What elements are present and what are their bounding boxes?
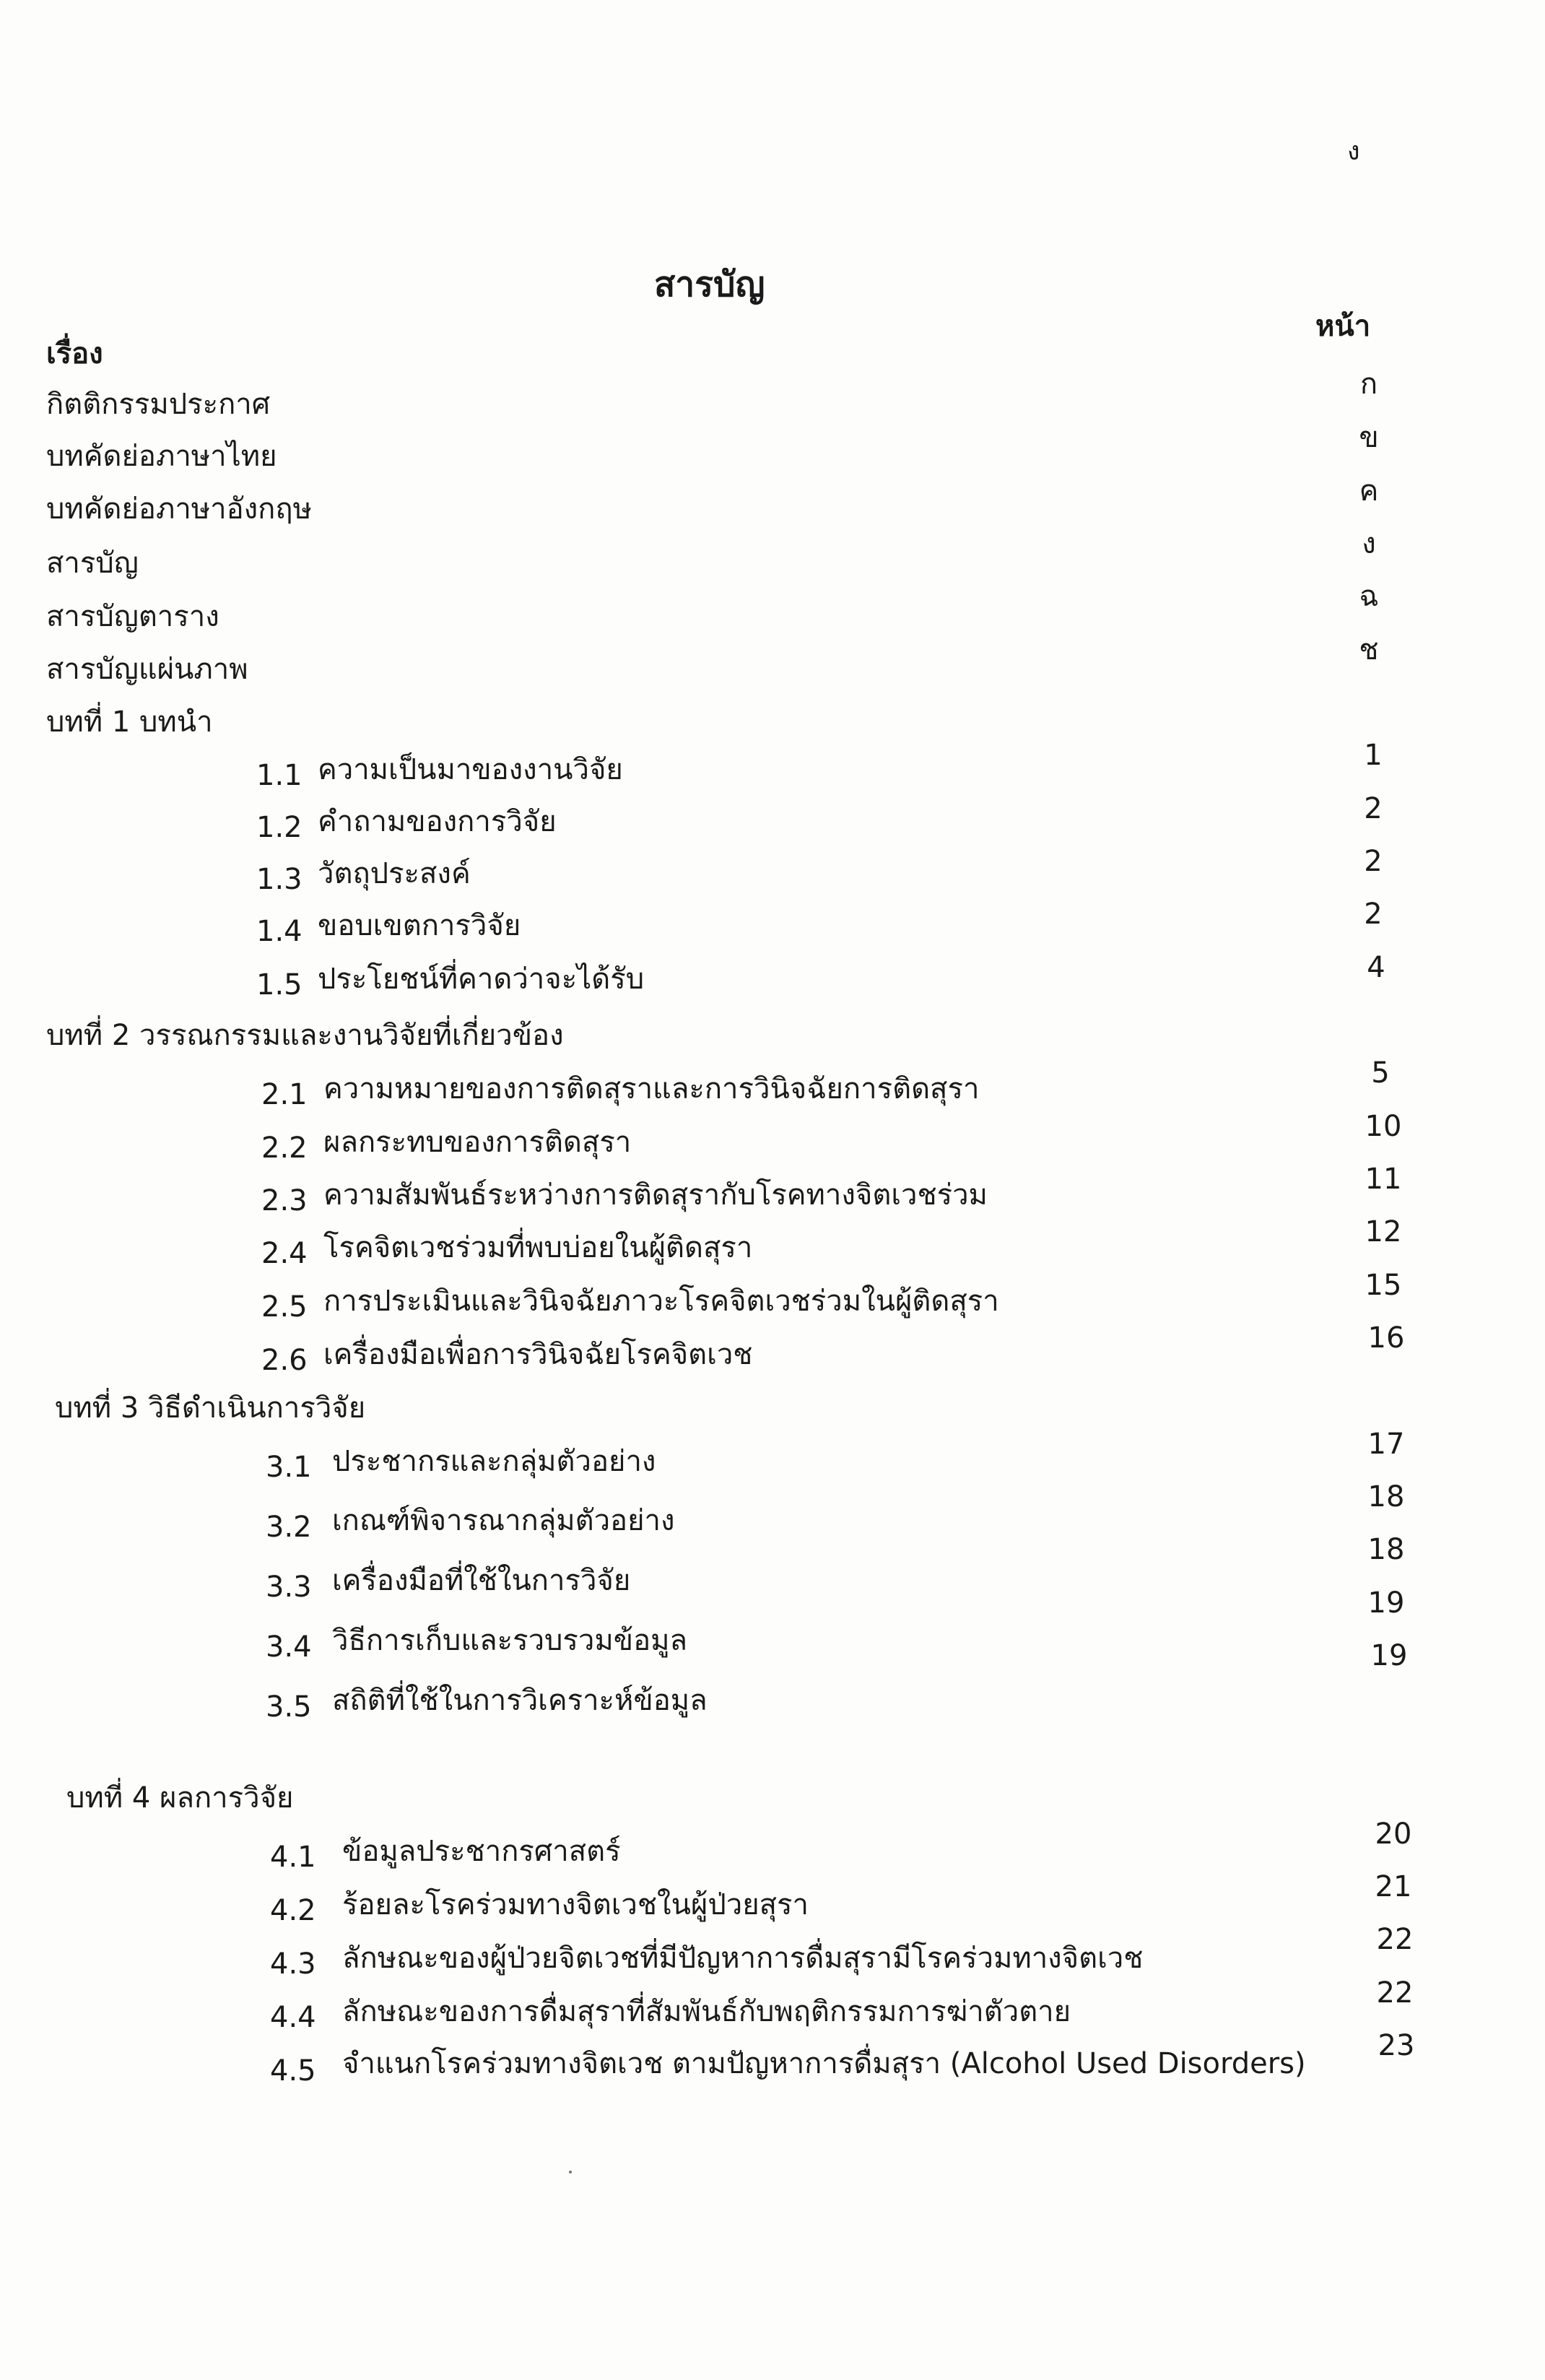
toc-entry-label: บทคัดย่อภาษาอังกฤษ bbox=[46, 492, 312, 526]
toc-entry-page: ค bbox=[1359, 474, 1379, 508]
section-number: 1.3 bbox=[256, 863, 303, 896]
section-page: 20 bbox=[1375, 1817, 1412, 1851]
section-number: 3.2 bbox=[266, 1511, 312, 1544]
section-label: โรคจิตเวชร่วมที่พบบ่อยในผู้ติดสุรา bbox=[323, 1231, 753, 1264]
section-number: 1.5 bbox=[256, 968, 303, 1002]
chapter-heading: บทที่ 2 วรรณกรรมและงานวิจัยที่เกี่ยวข้อง bbox=[46, 1019, 564, 1052]
section-page: 19 bbox=[1370, 1639, 1408, 1672]
section-label: เกณฑ์พิจารณากลุ่มตัวอย่าง bbox=[332, 1504, 675, 1537]
section-page: 5 bbox=[1371, 1056, 1390, 1090]
section-number: 3.5 bbox=[266, 1690, 312, 1724]
section-page: 22 bbox=[1376, 1923, 1414, 1956]
section-label: เครื่องมือที่ใช้ในการวิจัย bbox=[332, 1564, 631, 1597]
section-page: 21 bbox=[1375, 1870, 1412, 1903]
section-page: 22 bbox=[1376, 1976, 1414, 2010]
section-label: ความหมายของการติดสุราและการวินิจฉัยการติดสุรา bbox=[323, 1072, 980, 1106]
toc-entry-page: ง bbox=[1362, 527, 1376, 560]
section-number: 2.5 bbox=[261, 1290, 308, 1324]
section-number: 1.4 bbox=[256, 915, 303, 948]
section-page: 17 bbox=[1367, 1428, 1405, 1461]
section-number: 2.1 bbox=[261, 1078, 308, 1111]
section-label: วัตถุประสงค์ bbox=[318, 857, 471, 890]
scan-speck bbox=[569, 2171, 572, 2173]
section-label: เครื่องมือเพื่อการวินิจฉัยโรคจิตเวช bbox=[323, 1338, 753, 1371]
section-page: 4 bbox=[1367, 951, 1385, 984]
section-number: 2.2 bbox=[261, 1132, 308, 1165]
section-label: ลักษณะของผู้ป่วยจิตเวชที่มีปัญหาการดื่มสุรามีโรคร่วมทางจิตเวช bbox=[342, 1942, 1144, 1975]
section-number: 4.1 bbox=[270, 1841, 316, 1874]
page-title: สารบัญ bbox=[654, 264, 765, 305]
section-page: 16 bbox=[1367, 1321, 1405, 1355]
toc-entry-page: ก bbox=[1359, 368, 1378, 401]
toc-entry-label: สารบัญ bbox=[46, 547, 139, 580]
section-number: 1.1 bbox=[256, 759, 303, 792]
section-label: ประโยชน์ที่คาดว่าจะได้รับ bbox=[318, 963, 645, 996]
section-label: ลักษณะของการดื่มสุราที่สัมพันธ์กับพฤติกรรมการฆ่าตัวตาย bbox=[342, 1995, 1071, 2028]
section-page: 18 bbox=[1367, 1480, 1405, 1513]
section-number: 3.4 bbox=[266, 1630, 312, 1664]
section-page: 15 bbox=[1365, 1269, 1402, 1302]
chapter-heading: บทที่ 1 บทนำ bbox=[46, 705, 213, 739]
section-page: 2 bbox=[1364, 845, 1383, 878]
section-number: 2.3 bbox=[261, 1184, 308, 1217]
page-column-header: หน้า bbox=[1315, 310, 1371, 343]
section-label: คำถามของการวิจัย bbox=[318, 805, 557, 838]
section-label: ขอบเขตการวิจัย bbox=[318, 909, 521, 942]
section-number: 2.4 bbox=[261, 1237, 308, 1270]
section-page: 2 bbox=[1364, 898, 1383, 931]
section-number: 2.6 bbox=[261, 1344, 308, 1377]
section-page: 19 bbox=[1367, 1586, 1405, 1620]
section-page: 23 bbox=[1378, 2029, 1415, 2062]
section-number: 3.1 bbox=[266, 1451, 312, 1484]
page-number: ง bbox=[1347, 136, 1360, 166]
section-number: 4.3 bbox=[270, 1947, 316, 1981]
section-number: 4.5 bbox=[270, 2054, 316, 2088]
toc-entry-page: ฉ bbox=[1359, 580, 1379, 613]
section-page: 10 bbox=[1365, 1110, 1402, 1143]
section-label: สถิติที่ใช้ในการวิเคราะห์ข้อมูล bbox=[332, 1684, 708, 1717]
section-number: 4.4 bbox=[270, 2001, 316, 2034]
toc-entry-page: ข bbox=[1359, 421, 1379, 454]
section-label: วิธีการเก็บและรวบรวมข้อมูล bbox=[332, 1624, 687, 1657]
section-label: ความสัมพันธ์ระหว่างการติดสุรากับโรคทางจิตเวชร่วม bbox=[323, 1178, 988, 1212]
toc-entry-label: กิตติกรรมประกาศ bbox=[46, 388, 271, 421]
section-label: ร้อยละโรคร่วมทางจิตเวชในผู้ป่วยสุรา bbox=[342, 1888, 809, 1921]
section-label: ประชากรและกลุ่มตัวอย่าง bbox=[332, 1445, 656, 1478]
toc-entry-page: ช bbox=[1359, 633, 1379, 666]
section-page: 12 bbox=[1365, 1215, 1402, 1248]
toc-entry-label: บทคัดย่อภาษาไทย bbox=[46, 440, 277, 473]
section-label: ผลกระทบของการติดสุรา bbox=[323, 1126, 632, 1159]
section-number: 1.2 bbox=[256, 811, 303, 844]
chapter-heading: บทที่ 3 วิธีดำเนินการวิจัย bbox=[55, 1391, 366, 1425]
section-number: 3.3 bbox=[266, 1571, 312, 1604]
toc-entry-label: สารบัญแผ่นภาพ bbox=[46, 653, 248, 686]
section-label: ความเป็นมาของงานวิจัย bbox=[318, 753, 623, 786]
section-label: ข้อมูลประชากรศาสตร์ bbox=[342, 1835, 621, 1868]
section-page: 2 bbox=[1364, 792, 1383, 825]
section-page: 1 bbox=[1364, 739, 1383, 772]
section-page: 11 bbox=[1365, 1163, 1402, 1196]
section-label: จำแนกโรคร่วมทางจิตเวช ตามปัญหาการดื่มสุรา (Alcohol Used Disorders) bbox=[342, 2047, 1306, 2080]
toc-entry-label: สารบัญตาราง bbox=[46, 600, 219, 633]
section-number: 4.2 bbox=[270, 1894, 316, 1927]
section-label: การประเมินและวินิจฉัยภาวะโรคจิตเวชร่วมในผู้ติดสุรา bbox=[323, 1285, 999, 1318]
section-page: 18 bbox=[1367, 1533, 1405, 1566]
topic-column-header: เรื่อง bbox=[46, 337, 103, 370]
chapter-heading: บทที่ 4 ผลการวิจัย bbox=[66, 1781, 294, 1815]
